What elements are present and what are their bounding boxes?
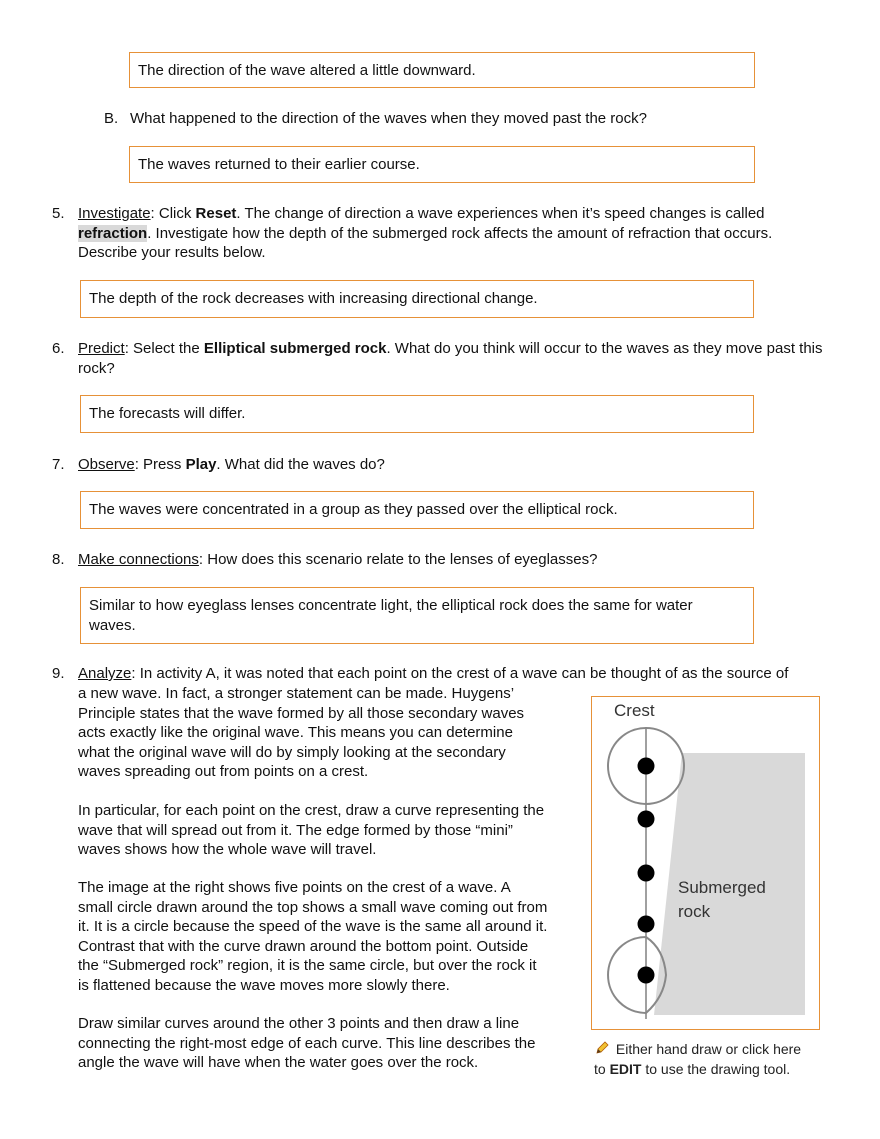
play-keyword: Play [185,456,217,473]
question-7-label: Observe [78,456,135,473]
question-9-label: Analyze [78,665,132,682]
edit-link[interactable]: EDIT [609,1061,642,1077]
question-5-text: Investigate: Click Reset. The change of direction a wave experiences when it’s speed changes is called refraction. Investigate how the depth of the submerged rock affects the amount of refraction that occurs. Describe your results below. [78,205,773,261]
question-9-first-line: Analyze: In activity A, it was noted that each point on the crest of a wave can be thought of as the source of [78,665,789,682]
question-9-paragraph-3: The image at the right shows five points on the crest of a wave. A small circle drawn around the top shows a small wave coming out from it. It is a circle because the speed of the wave is the same all around it. Contrast that with the curve drawn around the bottom point. Outside the “Submerged rock” region, it is the same circle, but over the rock it is flattened because the wave moves more slowly there. [78,879,548,994]
question-number-5: 5. [52,205,65,222]
rock-label-line1: Submerged [678,878,766,897]
answer-text-5: The depth of the rock decreases with increasing directional change. [89,290,538,307]
caption-line-1: Either hand draw or click here [594,1040,834,1060]
bottom-wavelet-curve [608,937,666,1013]
question-7-text: Observe: Press Play. What did the waves do? [78,456,385,473]
question-number-7: 7. [52,456,65,473]
rock-label-line2: rock [678,902,711,921]
question-5-label: Investigate [78,205,151,222]
answer-box-5[interactable] [80,280,754,318]
elliptical-rock-keyword: Elliptical submerged rock [203,340,387,357]
question-number-6: 6. [52,340,65,357]
answer-text-4b: The waves returned to their earlier course. [138,156,420,173]
reset-keyword: Reset [195,205,237,222]
huygens-figure[interactable] [591,696,820,1030]
caption-line-2: to EDIT to use the drawing tool. [594,1061,791,1077]
answer-text-8-line2: waves. [89,616,136,634]
answer-box-7[interactable] [80,491,754,529]
drawing-tool-caption[interactable] [594,1040,834,1078]
question-9-paragraph-2: In particular, for each point on the crest, draw a curve representing the wave that will spread out from it. The edge formed by those “mini” waves shows how the whole wave will travel. [78,802,545,858]
crest-point-1 [638,758,655,775]
question-6-text: Predict: Select the Elliptical submerged rock. What do you think will occur to the waves as they move past this rock? [78,340,823,377]
crest-point-2 [638,811,655,828]
crest-point-4 [638,916,655,933]
question-9-paragraph-1: a new wave. In fact, a stronger statement can be made. Huygens’ Principle states that the wave formed by all those secondary waves acts exactly like the original wave. This means you can determine what the original wave will do by simply looking at the secondary waves spreading out from points on a crest. [78,685,525,780]
huygens-diagram [592,697,818,1028]
question-number-8: 8. [52,551,65,568]
answer-box-4a[interactable] [129,52,755,88]
question-number-9: 9. [52,665,65,682]
sub-question-letter-b: B. [104,110,119,127]
question-8-label: Make connections [78,551,199,568]
crest-label: Crest [614,701,655,720]
refraction-keyword: refraction [78,224,148,242]
crest-point-5 [638,967,655,984]
question-9-paragraph-4: Draw similar curves around the other 3 points and then draw a line connecting the right-most edge of each curve. This line describes the angle the wave will have when the water goes over the rock. [78,1015,536,1071]
answer-text-6: The forecasts will differ. [89,405,246,422]
pencil-icon [594,1040,612,1060]
sub-question-b-text: What happened to the direction of the waves when they moved past the rock? [130,110,647,127]
answer-box-6[interactable] [80,395,754,433]
answer-text-4a: The direction of the wave altered a little downward. [138,62,476,79]
question-6-label: Predict [78,340,125,357]
answer-box-8[interactable] [80,587,754,644]
question-8-text: Make connections: How does this scenario relate to the lenses of eyeglasses? [78,551,598,568]
answer-text-8-line1: Similar to how eyeglass lenses concentrate light, the elliptical rock does the same for water [89,597,693,614]
crest-point-3 [638,865,655,882]
answer-box-4b[interactable] [129,146,755,183]
answer-text-7: The waves were concentrated in a group as they passed over the elliptical rock. [89,501,618,518]
